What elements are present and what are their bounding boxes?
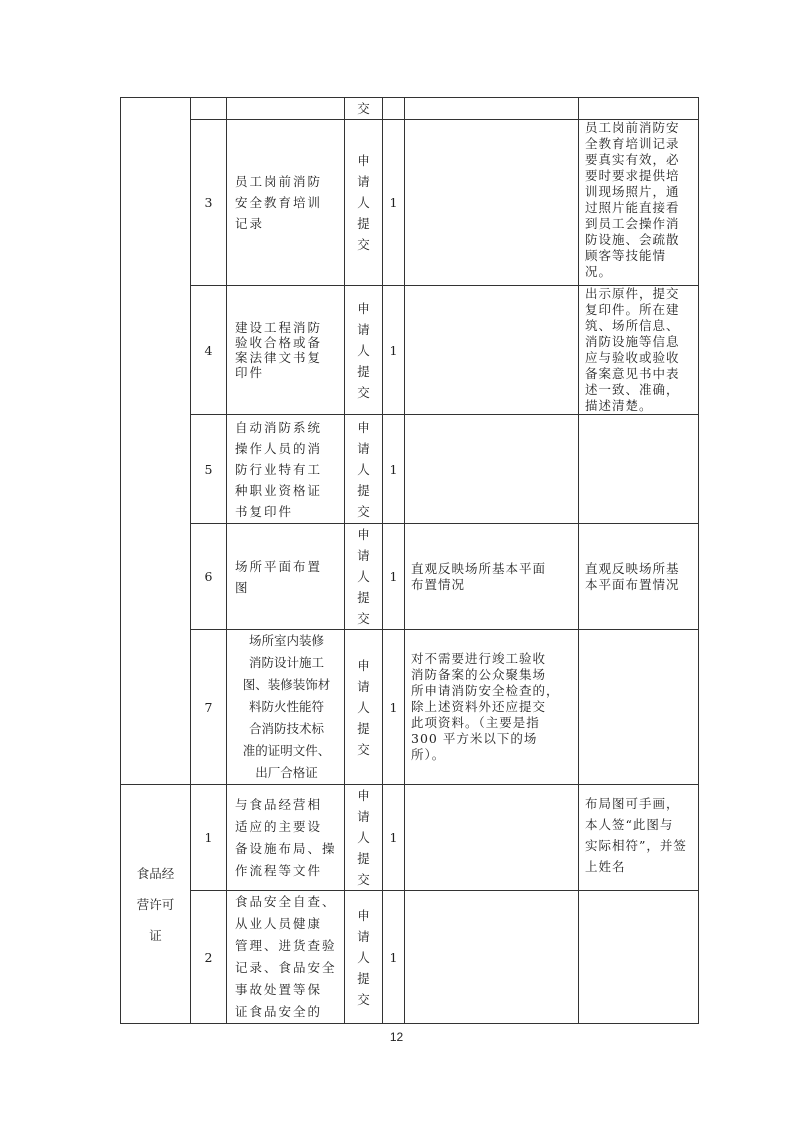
item-note: 直观反映场所基 本平面布置情况 bbox=[579, 524, 699, 630]
item-quantity: 1 bbox=[383, 524, 405, 630]
item-requirement bbox=[405, 415, 579, 524]
item-requirement: 直观反映场所基本平面 布置情况 bbox=[405, 524, 579, 630]
item-source: 申 请 人 提 交 bbox=[345, 120, 383, 286]
item-source: 申 请 人 提 交 bbox=[345, 630, 383, 785]
table-row bbox=[121, 785, 699, 891]
item-quantity: 1 bbox=[383, 891, 405, 1024]
item-name: 自动消防系统 操作人员的消 防行业特有工 种职业资格证 书复印件 bbox=[227, 415, 345, 524]
item-number bbox=[191, 98, 227, 120]
item-source: 申 请 人 提 交 bbox=[345, 286, 383, 415]
item-number: 6 bbox=[191, 524, 227, 630]
table-row bbox=[121, 891, 699, 1024]
table-row bbox=[121, 286, 699, 415]
item-source: 申 请 人 提 交 bbox=[345, 524, 383, 630]
table-row bbox=[121, 630, 699, 785]
item-name: 食品安全自查、 从业人员健康 管理、进货查验 记录、食品安全 事故处置等保 证食品安全的 bbox=[227, 891, 345, 1024]
item-source: 申 请 人 提 交 bbox=[345, 785, 383, 891]
item-quantity: 1 bbox=[383, 120, 405, 286]
item-note bbox=[579, 630, 699, 785]
item-note bbox=[579, 415, 699, 524]
item-name: 场所室内装修 消防设计施工 图、装修装饰材 料防火性能符 合消防技术标 准的证明文件、 出厂合格证 bbox=[227, 630, 345, 785]
category-food-license: 食品经 营许可 证 bbox=[121, 785, 191, 1024]
item-source: 申 请 人 提 交 bbox=[345, 415, 383, 524]
page-number: 12 bbox=[389, 1030, 404, 1044]
item-number: 5 bbox=[191, 415, 227, 524]
item-quantity: 1 bbox=[383, 286, 405, 415]
item-requirement: 对不需要进行竣工验收 消防备案的公众聚集场 所申请消防安全检查的， 除上述资料外还应提交 此项资料。（主要是指 300 平方米以下的场 所）。 bbox=[405, 630, 579, 785]
category-cell bbox=[121, 98, 191, 785]
item-number: 4 bbox=[191, 286, 227, 415]
item-name: 与食品经营相 适应的主要设 备设施布局、操 作流程等文件 bbox=[227, 785, 345, 891]
item-number: 1 bbox=[191, 785, 227, 891]
item-note bbox=[579, 98, 699, 120]
item-number: 7 bbox=[191, 630, 227, 785]
item-requirement bbox=[405, 891, 579, 1024]
item-name: 建设工程消防 验收合格或备 案法律文书复 印件 bbox=[227, 286, 345, 415]
item-requirement bbox=[405, 286, 579, 415]
table-row bbox=[121, 98, 699, 120]
table-row bbox=[121, 524, 699, 630]
item-requirement bbox=[405, 120, 579, 286]
item-quantity: 1 bbox=[383, 415, 405, 524]
materials-table bbox=[120, 97, 699, 1024]
item-note: 员工岗前消防安 全教育培训记录 要真实有效，必 要时要求提供培 训现场照片，通 过照片能直接看 到员工会操作消 防设施、会疏散 顾客等技能情 况。 bbox=[579, 120, 699, 286]
item-quantity: 1 bbox=[383, 785, 405, 891]
item-name: 员工岗前消防 安全教育培训 记录 bbox=[227, 120, 345, 286]
item-name: 场所平面布置 图 bbox=[227, 524, 345, 630]
item-number: 2 bbox=[191, 891, 227, 1024]
item-note: 布局图可手画， 本人签“此图与 实际相符”，并签 上姓名 bbox=[579, 785, 699, 891]
item-requirement bbox=[405, 785, 579, 891]
table-row bbox=[121, 120, 699, 286]
item-name bbox=[227, 98, 345, 120]
item-quantity bbox=[383, 98, 405, 120]
item-quantity: 1 bbox=[383, 630, 405, 785]
item-note: 出示原件，提交 复印件。所在建 筑、场所信息、 消防设施等信息 应与验收或验收 备案意见书中表 述一致、准确， 描述清楚。 bbox=[579, 286, 699, 415]
item-requirement bbox=[405, 98, 579, 120]
item-note bbox=[579, 891, 699, 1024]
item-number: 3 bbox=[191, 120, 227, 286]
item-source: 申 请 人 提 交 bbox=[345, 891, 383, 1024]
table-row bbox=[121, 415, 699, 524]
item-source: 交 bbox=[345, 98, 383, 120]
